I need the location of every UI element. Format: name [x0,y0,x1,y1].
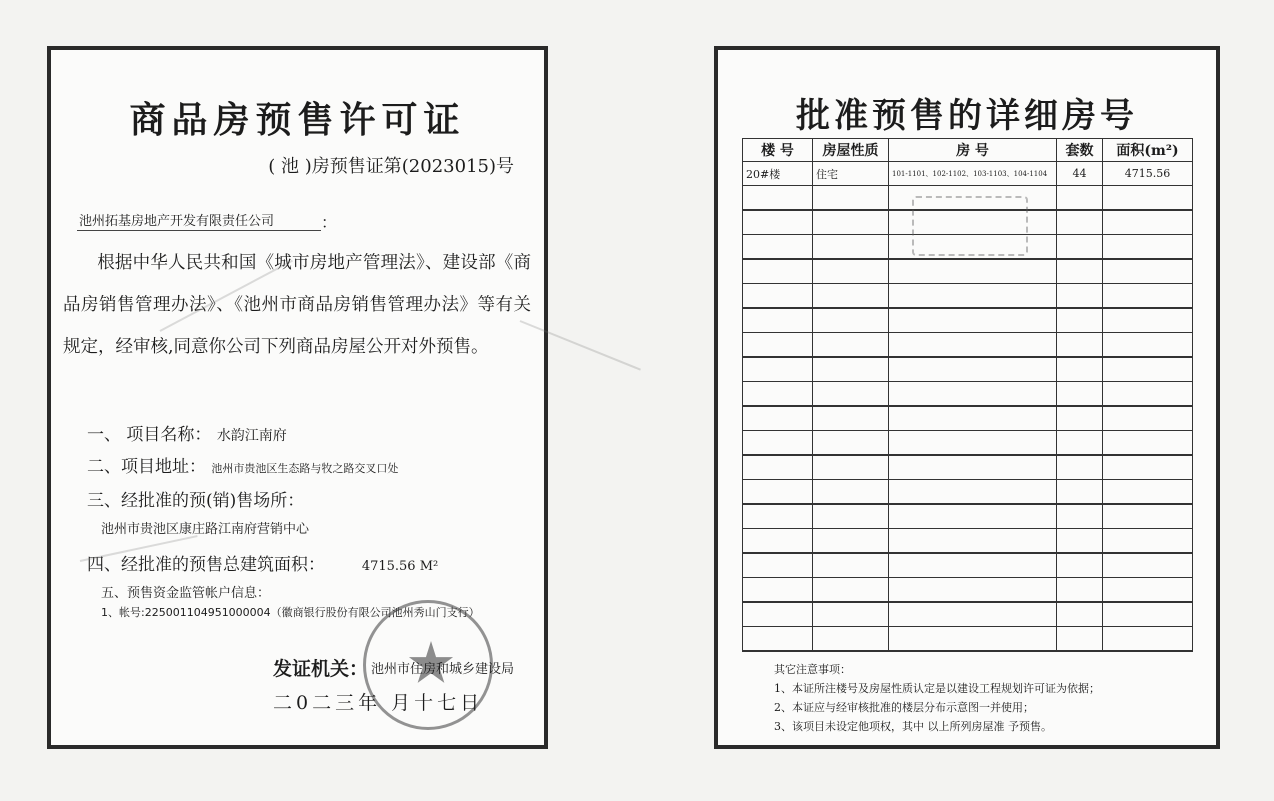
empty-cell [1057,235,1103,260]
header-area: 面积(m²) [1103,139,1193,162]
table-row [743,357,1193,382]
empty-cell [813,186,889,211]
empty-cell [813,357,889,382]
table-row [743,333,1193,358]
empty-cell [743,529,813,554]
permit-paragraph-text: 根据中华人民共和国《城市房地产管理法》、建设部《商品房销售管理办法》、《池州市商品房销售管理办法》等有关规定，经审核,同意你公司下列商品房屋公开对外预售。 [63,253,531,357]
header-rooms: 房 号 [889,139,1057,162]
empty-cell [1057,406,1103,431]
empty-cell [889,308,1057,333]
item4-value: 4715.56 M² [361,559,439,574]
empty-cell [813,406,889,431]
empty-cell [1103,308,1193,333]
empty-cell [813,578,889,603]
table-row [743,529,1193,554]
notes-title: 其它注意事项： [774,663,851,676]
empty-cell [889,357,1057,382]
company-colon: ： [321,213,338,232]
item-supervision-account-label: 五、预售资金监管帐户信息： [101,586,271,601]
empty-cell [743,284,813,309]
item2-value: 池州市贵池区生态路与牧之路交叉口处 [211,462,399,475]
rooms-title: 批准预售的详细房号 [796,96,1138,136]
table-row [743,259,1193,284]
empty-cell [1057,308,1103,333]
empty-cell [743,455,813,480]
empty-cell [813,602,889,627]
empty-cell [889,382,1057,407]
empty-cell [1057,259,1103,284]
permit-paragraph [63,242,531,368]
empty-cell [1057,480,1103,505]
empty-cell [889,529,1057,554]
empty-cell [743,210,813,235]
approved-rooms-sheet [714,46,1220,749]
empty-cell [1057,431,1103,456]
item-sales-venue-value: 池州市贵池区康庄路江南府营销中心 [101,522,310,537]
empty-cell [889,627,1057,652]
table-row [743,553,1193,578]
empty-cell [889,504,1057,529]
empty-cell [813,455,889,480]
note-3: 3、该项目未设定他项权，其中 以上所列房屋准 予预售。 [774,720,1052,733]
empty-cell [813,529,889,554]
empty-cell [813,333,889,358]
empty-cell [1103,578,1193,603]
empty-cell [1103,455,1193,480]
empty-cell [743,431,813,456]
empty-cell [1103,406,1193,431]
cell-building: 20#楼 [743,162,813,186]
note-2: 2、本证应与经审核批准的楼层分布示意图一并使用； [774,701,1034,714]
empty-cell [1057,529,1103,554]
table-row [743,627,1193,652]
empty-cell [743,480,813,505]
empty-cell [1057,602,1103,627]
empty-cell [1103,529,1193,554]
notes-block [774,660,1100,736]
table-row [743,480,1193,505]
empty-cell [889,455,1057,480]
empty-cell [813,480,889,505]
empty-cell [1103,431,1193,456]
item-total-area [87,550,438,575]
empty-cell [813,308,889,333]
empty-cell [1057,186,1103,211]
cell-rooms: 101-1101、102-1102、103-1103、104-1104 [889,162,1057,186]
item4-label: 四、经批准的预售总建筑面积： [87,555,325,575]
empty-cell [1057,455,1103,480]
empty-cell [743,382,813,407]
empty-cell [743,235,813,260]
empty-cell [889,553,1057,578]
empty-cell [743,186,813,211]
cell-count: 44 [1057,162,1103,186]
empty-cell [1057,553,1103,578]
empty-cell [1057,382,1103,407]
cell-type: 住宅 [813,162,889,186]
empty-cell [1103,504,1193,529]
empty-cell [1057,333,1103,358]
empty-cell [813,382,889,407]
header-building: 楼 号 [743,139,813,162]
permit-title: 商品房预售许可证 [129,99,466,141]
empty-cell [743,504,813,529]
empty-cell [743,406,813,431]
header-count: 套数 [1057,139,1103,162]
item1-value: 水韵江南府 [216,428,287,444]
table-row [743,455,1193,480]
empty-cell [1103,186,1193,211]
item2-label: 二、项目地址： [87,457,206,477]
empty-cell [813,210,889,235]
empty-cell [743,333,813,358]
table-row [743,406,1193,431]
empty-cell [1103,602,1193,627]
empty-cell [813,235,889,260]
empty-cell [889,431,1057,456]
empty-cell [813,284,889,309]
empty-cell [743,602,813,627]
empty-cell [1057,284,1103,309]
header-type: 房屋性质 [813,139,889,162]
empty-cell [1103,553,1193,578]
empty-cell [743,308,813,333]
note-1: 1、本证所注楼号及房屋性质认定是以建设工程规划许可证为依据； [774,682,1100,695]
empty-cell [1057,210,1103,235]
table-row [743,308,1193,333]
empty-cell [889,480,1057,505]
empty-cell [743,259,813,284]
table-row [743,431,1193,456]
empty-cell [813,259,889,284]
empty-cell [813,553,889,578]
table-row [743,382,1193,407]
empty-cell [1103,235,1193,260]
issuer-label: 发证机关： [273,658,369,680]
certificate-number: ( 池 )房预售证第(2023015)号 [268,156,514,177]
item-project-name [87,420,287,445]
issue-date: 二0二三年 月十七日 [273,692,484,714]
empty-cell [1103,480,1193,505]
bank-account: 1、帐号:225001104951000004（徽商银行股份有限公司池州秀山门支行） [101,606,480,619]
empty-cell [1103,284,1193,309]
item-project-address [87,452,398,477]
item1-label: 一、 项目名称： [87,425,212,445]
table-row [743,284,1193,309]
empty-cell [1103,627,1193,652]
empty-cell [889,578,1057,603]
empty-cell [1057,504,1103,529]
empty-cell [1057,578,1103,603]
table-row [743,162,1193,186]
empty-cell [1103,259,1193,284]
empty-cell [1057,627,1103,652]
empty-cell [1103,333,1193,358]
empty-cell [1057,357,1103,382]
empty-cell [889,602,1057,627]
empty-cell [889,333,1057,358]
empty-cell [813,431,889,456]
cell-area: 4715.56 [1103,162,1193,186]
item-sales-venue-label: 三、经批准的预(销)售场所： [87,491,305,511]
empty-cell [1103,382,1193,407]
faint-stamp [912,196,1028,256]
presale-permit-sheet [47,46,548,749]
empty-cell [743,357,813,382]
empty-cell [889,284,1057,309]
company-name: 池州拓基房地产开发有限责任公司 [79,214,275,229]
empty-cell [813,627,889,652]
empty-cell [743,578,813,603]
issuer-name: 池州市住房和城乡建设局 [371,662,515,677]
empty-cell [813,504,889,529]
empty-cell [889,406,1057,431]
empty-cell [743,627,813,652]
empty-cell [889,259,1057,284]
table-header-row [743,139,1193,162]
table-row [743,578,1193,603]
table-row [743,602,1193,627]
empty-cell [1103,357,1193,382]
company-underline [77,230,321,231]
empty-cell [743,553,813,578]
empty-cell [1103,210,1193,235]
table-row [743,504,1193,529]
